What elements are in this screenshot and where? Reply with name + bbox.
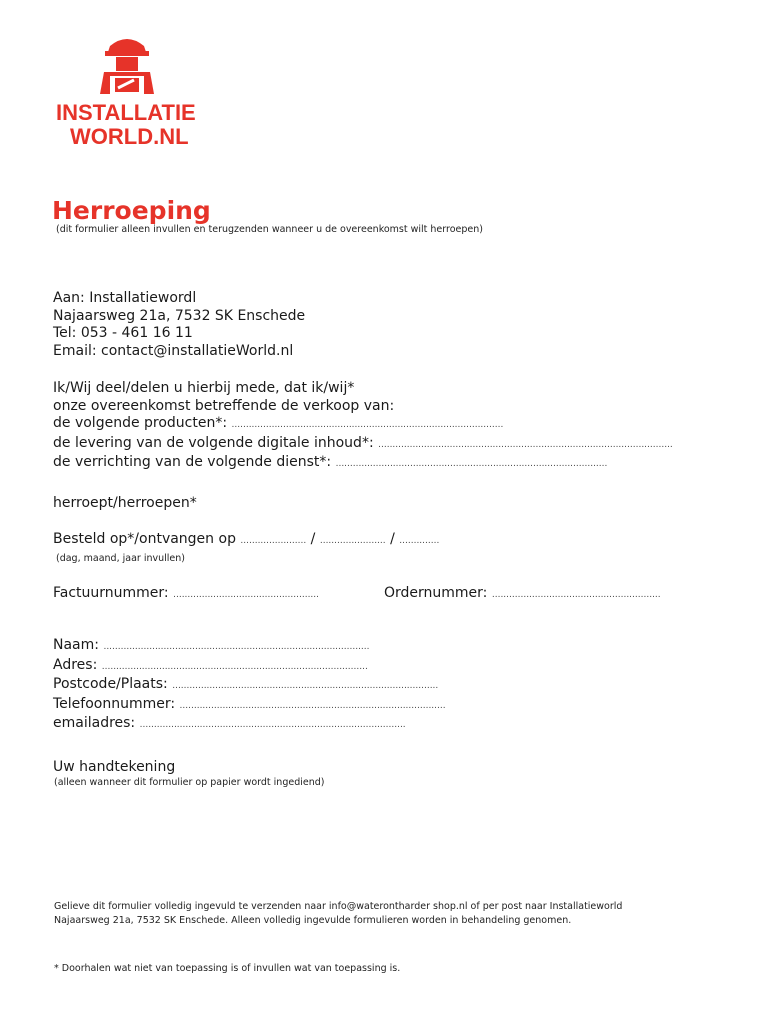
ordered-day-field[interactable]: ....................... [240,536,307,546]
postcode-field[interactable]: ............................................................................................. [172,681,439,691]
address-email: Email: contact@installatieWorld.nl [53,342,294,359]
phone-field[interactable]: ............................................................................................. [179,700,446,711]
order-row [384,585,661,601]
logo-line1: INSTALLATIE [56,100,196,125]
logo-line2: WORLD.NL [70,124,189,149]
statement-line1: Ik/Wij deel/delen u hierbij mede, dat ik/wij* [53,380,355,396]
address-tel: Tel: 053 - 461 16 11 [53,325,193,341]
footnote: * Doorhalen wat niet van toepassing is of invullen wat van toepassing is. [54,963,401,974]
invoice-row [53,585,319,601]
address-street: Najaarsweg 21a, 7532 SK Enschede [53,307,306,324]
ordered-month-field[interactable]: ....................... [319,536,386,546]
digital-label: de levering van de volgende digitale inhoud*: [53,434,374,451]
footer-line1: Gelieve dit formulier volledig ingevuld te verzenden naar info@waterontharder shop.nl of per post naar Installatieworld [54,901,623,912]
service-label: de verrichting van de volgende dienst*: [53,454,332,470]
phone-label: Telefoonnummer: [53,695,176,712]
address-label: Adres: [53,656,98,673]
service-field[interactable]: ............................................................................................... [335,459,608,469]
products-label: de volgende producten*: [53,415,228,431]
statement-line2: onze overeenkomst betreffende de verkoop van: [53,397,395,414]
footer-line2: Najaarsweg 21a, 7532 SK Enschede. Alleen volledig ingevulde formulieren worden in behandeling genomen. [54,915,572,926]
invoice-field[interactable]: ................................................... [173,590,320,600]
order-field[interactable]: ........................................................... [491,590,661,600]
ordered-label: Besteld op*/ontvangen op [53,531,236,547]
page-title: Herroeping [52,196,211,225]
email-field[interactable]: ............................................................................................. [139,720,406,730]
date-hint: (dag, maand, jaar invullen) [56,553,185,564]
digital-field[interactable]: ....................................................................................................... [378,439,673,450]
signature-label: Uw handtekening [53,759,176,775]
page-subtitle: (dit formulier alleen invullen en terugzenden wanneer u de overeenkomst wilt herroepen) [56,224,483,235]
products-field[interactable]: ............................................................................................... [231,420,504,430]
email-label: emailadres: [53,715,136,731]
name-label: Naam: [53,637,99,653]
signature-hint: (alleen wanneer dit formulier op papier wordt ingediend) [54,777,325,788]
installatieworld-logo [52,32,202,162]
name-field[interactable]: ............................................................................................. [103,642,370,652]
footer-instructions [54,900,622,928]
statement-block [53,380,673,474]
ordered-row [53,531,439,547]
postcode-label: Postcode/Plaats: [53,676,168,692]
date-separator: / [390,531,395,547]
recipient-address [53,290,305,360]
address-to: Aan: Installatiewordl [53,290,197,306]
personal-details [53,637,446,735]
date-separator: / [310,531,316,547]
signature-area[interactable] [53,795,713,875]
address-field[interactable]: ............................................................................................. [101,661,368,672]
invoice-label: Factuurnummer: [53,585,169,601]
order-label: Ordernummer: [384,585,488,601]
revoke-label: herroept/herroepen* [53,495,197,511]
ordered-year-field[interactable]: .............. [399,536,440,546]
